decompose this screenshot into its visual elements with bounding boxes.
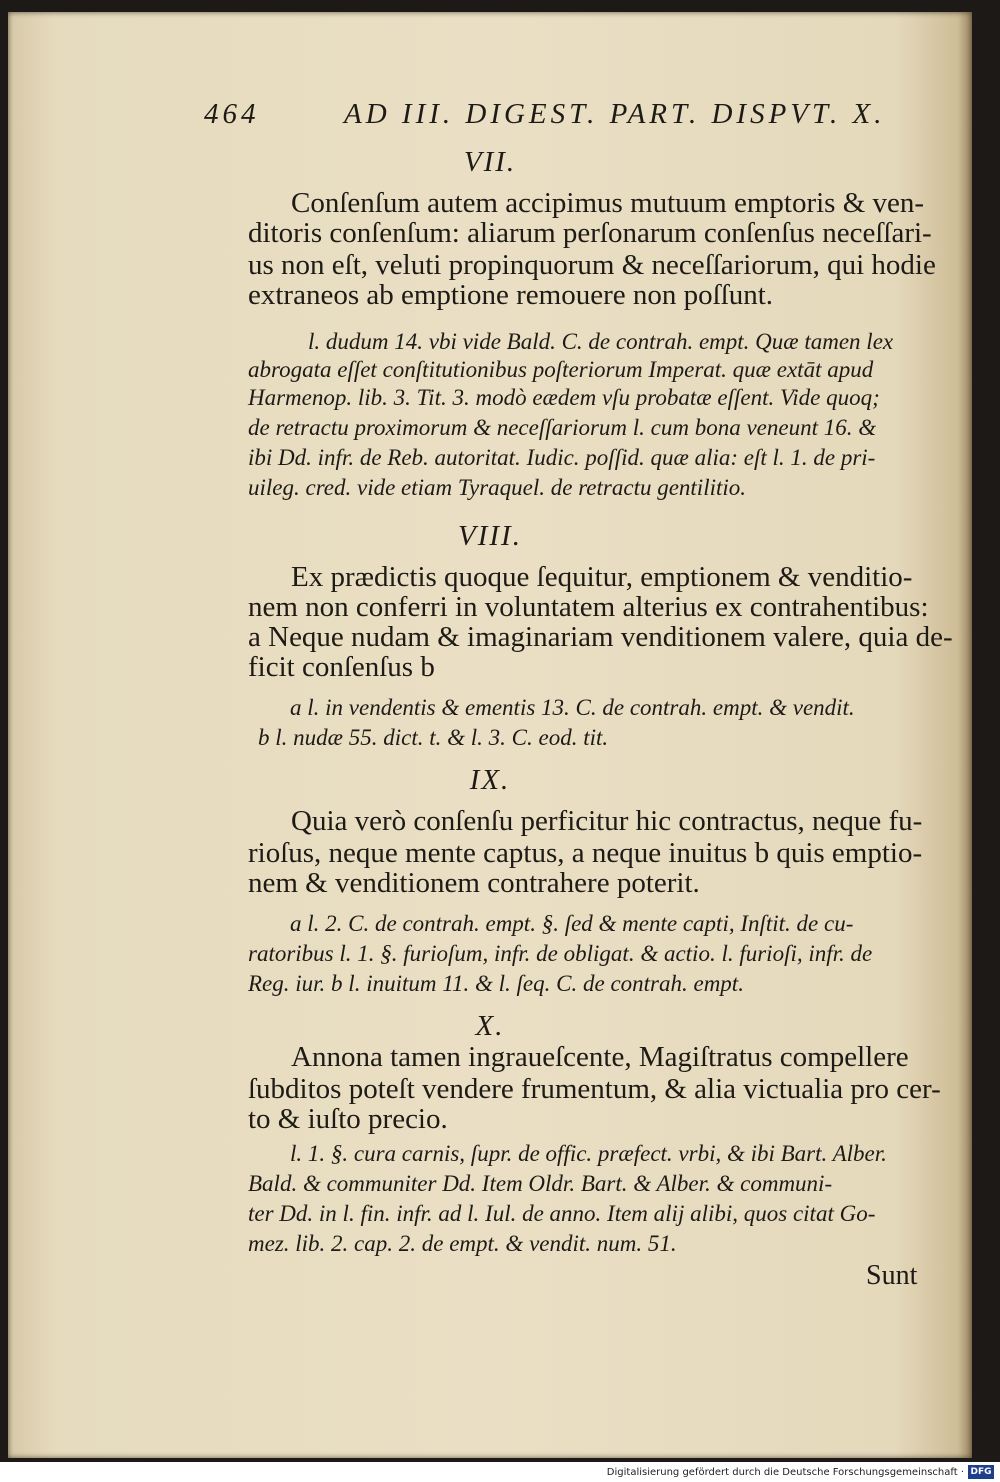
body-line: Annona tamen ingraueſcente, Magiſtratus compellere [291, 1041, 909, 1073]
section-number: X. [475, 1010, 505, 1042]
footnote-line: a l. in vendentis & ementis 13. C. de contrah. empt. & vendit. [290, 695, 855, 720]
body-line: Ex prædictis quoque ſequitur, emptionem & venditio- [291, 561, 913, 593]
footnote-line: abrogata eſſet conſtitutionibus poſteriorum Imperat. quæ extāt apud [248, 357, 874, 382]
footnote-line: b l. nudæ 55. dict. t. & l. 3. C. eod. tit. [258, 725, 609, 750]
footnote-line: ratoribus l. 1. §. furioſum, infr. de obligat. & actio. l. furioſi, infr. de [248, 941, 873, 966]
footnote-line: ibi Dd. infr. de Reb. autoritat. Iudic. poſſid. quæ alia: eſt l. 1. de pri- [248, 445, 876, 470]
page-text [8, 12, 972, 1458]
footnote-line: l. 1. §. cura carnis, ſupr. de offic. præfect. vrbi, & ibi Bart. Alber. [290, 1141, 887, 1166]
book-page [8, 12, 972, 1458]
body-line: Quia verò conſenſu perficitur hic contractus, neque fu- [291, 805, 923, 837]
running-head: AD III. DIGEST. PART. DISPVT. X. [344, 98, 886, 130]
section-number: IX. [469, 764, 511, 796]
footnote-line: de retractu proximorum & neceſſariorum l. cum bona veneunt 16. & [248, 415, 877, 440]
body-line: us non eſt, veluti propinquorum & neceſſariorum, qui hodie [248, 249, 936, 281]
body-line: to & iuſto precio. [248, 1103, 448, 1135]
section-number: VIII. [458, 520, 522, 552]
footnote-line: ter Dd. in l. fin. infr. ad l. Iul. de anno. Item alij alibi, quos citat Go- [248, 1201, 876, 1226]
body-line: nem & venditionem contrahere poterit. [248, 867, 700, 899]
section-number: VII. [463, 146, 517, 178]
dfg-logo: DFG [968, 1465, 994, 1479]
footnote-line: uileg. cred. vide etiam Tyraquel. de retractu gentilitio. [248, 475, 747, 500]
body-line: a Neque nudam & imaginariam venditionem valere, quia de- [248, 621, 953, 653]
body-line: nem non conferri in voluntatem alterius ex contrahentibus: [248, 591, 929, 623]
body-line: Conſenſum autem accipimus mutuum emptoris & ven- [291, 187, 925, 219]
footnote-line: a l. 2. C. de contrah. empt. §. ſed & mente capti, Inſtit. de cu- [290, 911, 854, 936]
page-number: 464 [204, 98, 260, 130]
body-line: extraneos ab emptione remouere non poſſunt. [248, 279, 774, 311]
footnote-line: l. dudum 14. vbi vide Bald. C. de contrah. empt. Quæ tamen lex [308, 329, 894, 354]
footnote-line: mez. lib. 2. cap. 2. de empt. & vendit. num. 51. [248, 1231, 677, 1256]
footnote-line: Reg. iur. b l. inuitum 11. & l. ſeq. C. de contrah. empt. [248, 971, 744, 996]
footnote-line: Harmenop. lib. 3. Tit. 3. modò eædem vſu probatæ eſſent. Vide quoq; [248, 385, 880, 410]
catchword: Sunt [866, 1260, 918, 1291]
footnote-line: Bald. & communiter Dd. Item Oldr. Bart. & Alber. & communi- [248, 1171, 833, 1196]
footer-credit: Digitalisierung gefördert durch die Deutsche Forschungsgemeinschaft · [606, 1466, 964, 1478]
body-line: ſubditos poteſt vendere frumentum, & alia victualia pro cer- [248, 1073, 941, 1105]
footer-bar [0, 1462, 1000, 1482]
body-line: ficit conſenſus b [248, 651, 435, 683]
body-line: rioſus, neque mente captus, a neque inuitus b quis emptio- [248, 837, 923, 869]
body-line: ditoris conſenſum: aliarum perſonarum conſenſus neceſſari- [248, 217, 932, 249]
